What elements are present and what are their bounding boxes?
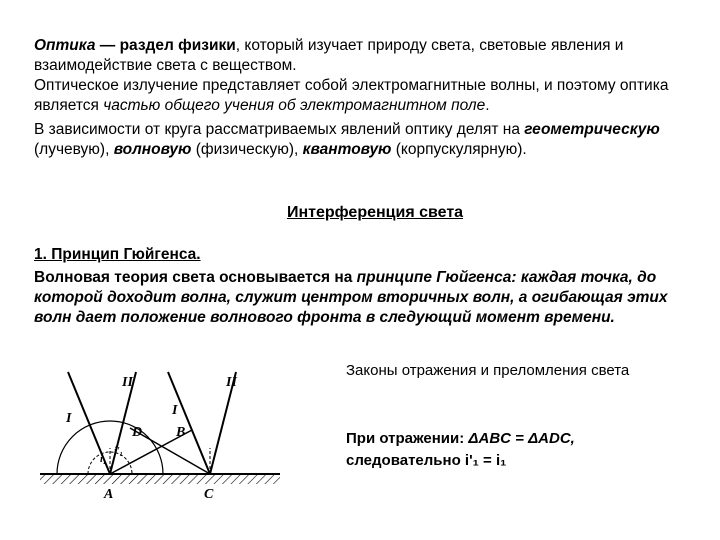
- paren-quantum: (корпускулярную).: [391, 141, 527, 158]
- laws-title: Законы отражения и преломления света: [346, 362, 630, 379]
- surface-hatching: [40, 474, 280, 484]
- reflection-diagram: [30, 362, 290, 534]
- term-definition: — раздел физики: [95, 37, 236, 54]
- arrow-incident-right: [180, 402, 190, 424]
- label-ray-I-right: I: [172, 403, 178, 418]
- paren-geometric: (лучевую),: [34, 141, 114, 158]
- consequence-label: следовательно: [346, 452, 465, 469]
- subsection-title: 1. Принцип Гюйгенса.: [34, 246, 201, 263]
- reflection-label: При отражении:: [346, 430, 469, 447]
- huygens-principle: принципе Гюйгенса: каждая точка, до которой доходит волна, служит центром вторичных волн, а огибающая этих волн дает положение волнового фронта в следующий момент времени.: [34, 269, 668, 326]
- intro-end-2: .: [485, 97, 490, 114]
- intro-paragraph-2: [34, 76, 694, 116]
- label-ray-II-left: II: [122, 375, 133, 390]
- arrow-incident-left: [72, 382, 83, 408]
- arrow-reflected-left: [128, 388, 132, 404]
- label-angle-i1-prime: i'₁: [114, 446, 124, 457]
- label-ray-II-right: II: [226, 375, 237, 390]
- intro-text-2: Оптическое излучение представляет собой электромагнитные волны, и поэтому оптика является: [34, 77, 669, 114]
- term-optics: Оптика: [34, 37, 96, 54]
- label-point-B: B: [176, 425, 186, 440]
- paren-wave: (физическую),: [191, 141, 303, 158]
- label-point-C: C: [204, 487, 214, 502]
- intro-text-1: , который изучает природу света, световые явления и взаимодействие света с веществом.: [34, 37, 624, 74]
- arrow-reflected-right: [228, 388, 232, 404]
- consequence-line: [346, 450, 686, 471]
- term-wave: волновую: [113, 141, 192, 158]
- huygens-text: Волновая теория света основывается на: [34, 269, 357, 286]
- reflection-line: [346, 428, 686, 449]
- term-geometric: геометрическую: [524, 121, 660, 138]
- incident-ray-right: [168, 372, 210, 474]
- reflection-eq: ΔABC = ΔADC,: [468, 430, 575, 447]
- label-angle-i1: i₁: [100, 454, 107, 465]
- section-title: Интерференция света: [286, 204, 464, 221]
- intro-paragraph-3: [34, 120, 694, 160]
- label-ray-I-left: I: [66, 411, 72, 426]
- term-quantum: квантовую: [302, 141, 392, 158]
- huygens-paragraph: [34, 268, 694, 328]
- intro-text-3: В зависимости от круга рассматриваемых явлений оптику делят на: [34, 121, 525, 138]
- label-point-D: D: [132, 425, 143, 440]
- label-point-A: A: [104, 487, 114, 502]
- intro-paragraph-1: [34, 36, 694, 76]
- consequence-eq: i'₁ = i₁: [464, 452, 507, 469]
- intro-italic-2: частью общего учения об электромагнитном поле: [103, 97, 486, 114]
